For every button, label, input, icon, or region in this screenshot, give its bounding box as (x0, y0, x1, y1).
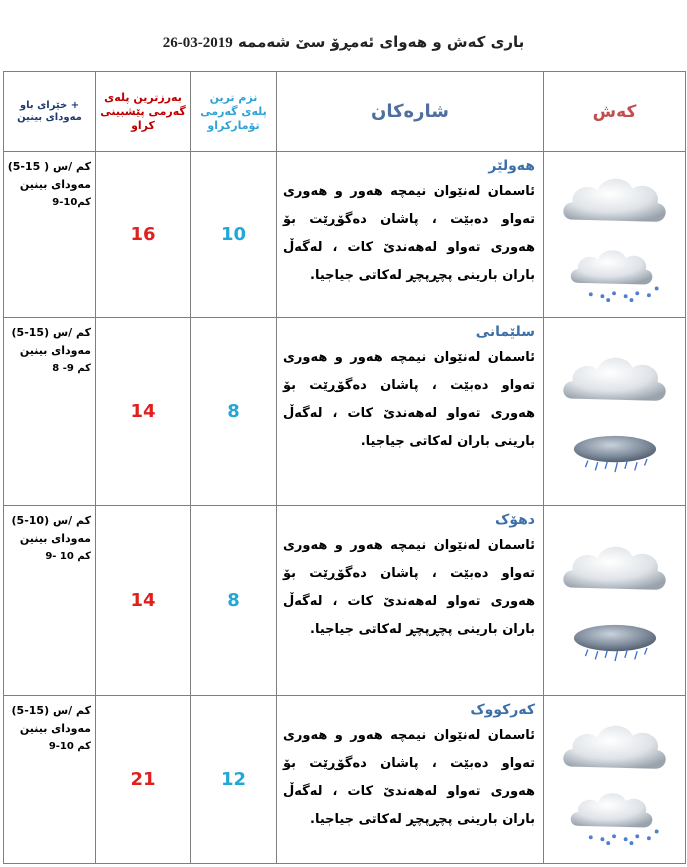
forecast-text: ئاسمان لەنێوان نیمچە هەور و هەوری تەواو دەبێت ، پاشان دەگۆڕێت بۆ هەوری تەواو لەهەندێ کات ، لەگەڵ باران بارینی پچڕپچڕ لەکاتی جیاجیا. (283, 728, 535, 827)
header-min-line3: تۆمارکراو (207, 118, 260, 132)
header-max-line1: بەرزترین پلەی (104, 90, 182, 104)
header-wind-line1: خێرای باو + (19, 99, 80, 111)
light-rain-icon (559, 240, 671, 302)
max-temp: 14 (96, 318, 191, 506)
table-row (4, 506, 686, 696)
weather-icons (544, 506, 686, 696)
forecast-text: ئاسمان لەنێوان نیمچە هەور و هەوری تەواو دەبێت ، پاشان دەگۆڕێت بۆ هەوری تەواو لەهەندێ کات ، لەگەڵ باران بارینی پچڕپچڕ لەکاتی جیاجیا. (283, 184, 535, 283)
header-row (4, 72, 686, 152)
visibility-value: 8 -9 کم (52, 363, 91, 374)
cloudy-icon (555, 536, 675, 598)
wind-cell (4, 318, 96, 506)
header-weather: کەش (544, 72, 686, 152)
title-date: 2019-03-26 (162, 35, 233, 51)
header-min-temp (191, 72, 277, 152)
city-name: کەرکووک (470, 702, 535, 718)
forecast-cell (277, 318, 544, 506)
header-wind (4, 72, 96, 152)
wind-speed: (5-15) کم /س (11, 326, 91, 339)
rain-icon (565, 620, 665, 666)
forecast-cell (277, 152, 544, 318)
header-cities: شارەکان (277, 72, 544, 152)
weather-icons (544, 152, 686, 318)
header-wind-line2: مەودای بینین (17, 111, 82, 123)
weather-icons (544, 318, 686, 506)
city-name: دهۆک (494, 512, 535, 528)
visibility-label: مەودای بینین (19, 722, 91, 735)
max-temp: 16 (96, 152, 191, 318)
header-max-line2: گەرمی پێشبینی (100, 104, 186, 118)
forecast-text: ئاسمان لەنێوان نیمچە هەور و هەوری تەواو دەبێت ، پاشان دەگۆڕێت بۆ هەوری تەواو لەهەندێ کات ، لەگەڵ باران بارینی پچڕپچڕ لەکاتی جیاجیا. (283, 538, 535, 637)
cloudy-icon (555, 168, 675, 230)
table-row (4, 318, 686, 506)
title-text: باری کەش و هەوای ئەمڕۆ سێ شەممە (237, 33, 525, 51)
max-temp: 14 (96, 506, 191, 696)
min-temp: 10 (191, 152, 277, 318)
city-name: هەولێر (488, 158, 535, 174)
weather-table (3, 71, 686, 864)
visibility-label: مەودای بینین (19, 344, 91, 357)
cloudy-icon (555, 715, 675, 777)
rain-icon (565, 431, 665, 477)
visibility-value: 9- 10 کم (45, 551, 91, 562)
visibility-label: مەودای بینین (19, 532, 91, 545)
forecast-text: ئاسمان لەنێوان نیمچە هەور و هەوری تەواو دەبێت ، پاشان دەگۆڕێت بۆ هەوری تەواو لەهەندێ کات ، لەگەڵ بارینی باران لەکاتی جیاجیا. (283, 350, 535, 449)
city-name: سلێمانی (475, 324, 535, 340)
visibility-value: 9-10کم (52, 197, 91, 208)
forecast-cell (277, 696, 544, 864)
min-temp: 8 (191, 506, 277, 696)
wind-speed: (5-15 ) کم /س (7, 160, 91, 173)
wind-speed: (5-15) کم /س (11, 704, 91, 717)
header-max-temp (96, 72, 191, 152)
weather-icons (544, 696, 686, 864)
cloudy-icon (555, 347, 675, 409)
wind-cell (4, 506, 96, 696)
min-temp: 8 (191, 318, 277, 506)
header-min-line2: پلەی گەرمی (200, 104, 267, 118)
visibility-label: مەودای بینین (19, 178, 91, 191)
wind-cell (4, 696, 96, 864)
header-min-line1: نزم ترین (209, 90, 258, 104)
header-max-line3: کراو (131, 118, 155, 132)
wind-speed: (5-10) کم /س (11, 514, 91, 527)
page-title (0, 33, 687, 52)
forecast-cell (277, 506, 544, 696)
min-temp: 12 (191, 696, 277, 864)
table-row (4, 696, 686, 864)
table-row (4, 152, 686, 318)
max-temp: 21 (96, 696, 191, 864)
visibility-value: 9-10 کم (48, 741, 91, 752)
wind-cell (4, 152, 96, 318)
light-rain-icon (559, 783, 671, 845)
